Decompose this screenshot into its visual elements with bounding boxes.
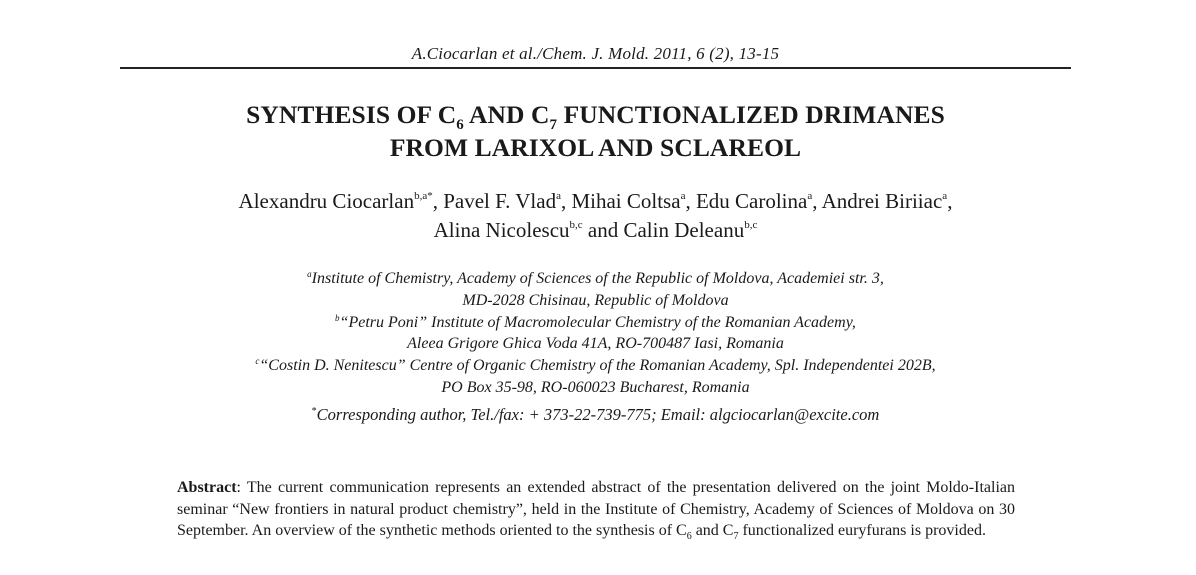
- author-name: Edu Carolina: [695, 189, 808, 213]
- author-line-2: [120, 216, 1071, 245]
- author-affiliation-mark: b,a*: [414, 190, 433, 202]
- affiliation-mark: c: [255, 356, 260, 367]
- affiliation-text: “Petru Poni” Institute of Macromolecular Chemistry of the Romanian Academy,: [339, 313, 856, 331]
- author-affiliation-mark: a: [680, 190, 686, 202]
- affiliation-b-line-2: Aleea Grigore Ghica Voda 41A, RO-700487 Iasi, Romania: [407, 335, 784, 353]
- author-name: Alina Nicolescu: [433, 218, 570, 242]
- abstract-text: functionalized euryfurans is provided.: [738, 522, 986, 540]
- author-separator: ,: [947, 189, 953, 213]
- corresponding-mark: *: [311, 406, 317, 417]
- author-affiliation-mark: b,c: [569, 219, 583, 231]
- abstract-subscript: 6: [686, 531, 692, 543]
- title-line-2: FROM LARIXOL AND SCLAREOL: [389, 133, 802, 162]
- title-subscript: 7: [549, 117, 558, 133]
- affiliation-text: Institute of Chemistry, Academy of Sciences of the Republic of Moldova, Academiei str. 3,: [311, 270, 884, 287]
- paper-title: [120, 98, 1071, 164]
- title-line-1: [120, 98, 1071, 131]
- affiliation-mark: b: [335, 312, 340, 323]
- affiliation-mark: a: [307, 269, 312, 279]
- author-separator: ,: [812, 189, 822, 213]
- affiliation-b-line-1: [120, 312, 1071, 334]
- abstract-text: and C: [691, 522, 734, 540]
- abstract-text: : The current communication represents an extended abstract of the presentation delivered on the joint Moldo-Italian seminar “New frontiers in natural product chemistry”, held in the Institute of Chemistry, Academy of Sciences of Moldova on 30 September. An overview of the synthetic methods oriented to the synthesis of C: [177, 479, 1015, 540]
- affiliation-c-line-2: PO Box 35-98, RO-060023 Bucharest, Romania: [441, 378, 750, 396]
- running-header-citation: A.Ciocarlan et al./Chem. J. Mold. 2011, 6 (2), 13-15: [411, 44, 780, 63]
- author-name: Mihai Coltsa: [571, 189, 681, 213]
- abstract: [177, 477, 1015, 542]
- author-name: Alexandru Ciocarlan: [238, 189, 415, 213]
- author-affiliation-mark: b,c: [744, 219, 758, 231]
- author-name: Calin Deleanu: [623, 218, 745, 242]
- author-affiliation-mark: a: [807, 190, 813, 202]
- corresponding-text: Corresponding author, Tel./fax: + 373-22-739-775; Email: algciocarlan@excite.com: [316, 405, 880, 424]
- author-separator: ,: [560, 189, 572, 213]
- abstract-subscript: 7: [733, 531, 739, 543]
- author-name: Andrei Biriiac: [821, 189, 943, 213]
- title-subscript: 6: [456, 117, 464, 133]
- header-rule: [120, 67, 1071, 69]
- author-list: [120, 187, 1071, 245]
- title-text: AND C: [463, 100, 550, 129]
- author-separator: ,: [432, 189, 444, 213]
- affiliation-a-line-1: [120, 268, 1071, 290]
- corresponding-author: [120, 405, 1071, 425]
- title-text: SYNTHESIS OF C: [246, 100, 457, 129]
- abstract-label: Abstract: [177, 479, 237, 496]
- author-separator: and: [582, 218, 624, 242]
- author-affiliation-mark: a: [556, 190, 561, 202]
- author-separator: ,: [685, 189, 696, 213]
- affiliation-c-line-1: [120, 355, 1071, 377]
- title-text: FUNCTIONALIZED DRIMANES: [557, 100, 945, 129]
- author-affiliation-mark: a: [942, 190, 948, 202]
- author-name: Pavel F. Vlad: [443, 189, 557, 213]
- affiliation-text: “Costin D. Nenitescu” Centre of Organic Chemistry of the Romanian Academy, Spl. Independentei 202B,: [259, 357, 936, 375]
- author-line-1: [120, 187, 1071, 216]
- affiliation-a-line-2: MD-2028 Chisinau, Republic of Moldova: [462, 291, 729, 309]
- affiliation-list: [120, 268, 1071, 399]
